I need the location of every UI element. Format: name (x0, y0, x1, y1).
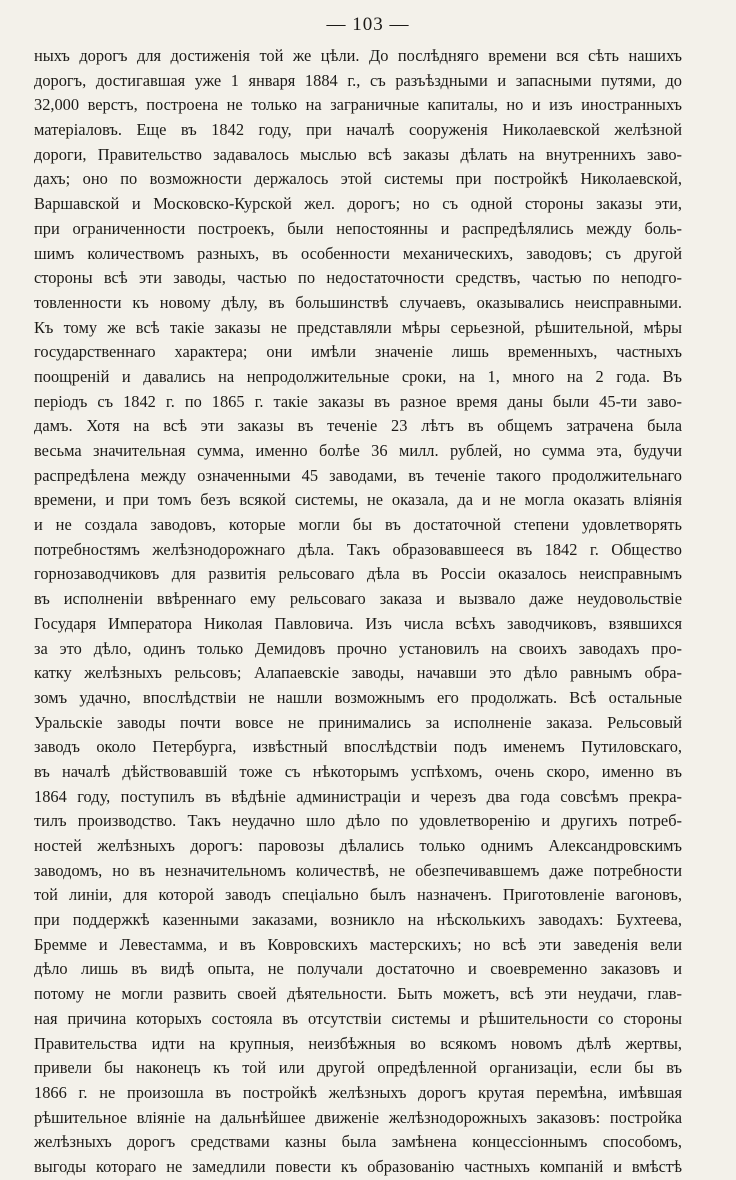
text-line: ностей желѣзныхъ дорогъ: паровозы дѣлались только однимъ Александровскимъ (34, 836, 682, 855)
text-line: весьма значительная сумма, именно болѣе 36 милл. рублей, но сумма эта, будучи (34, 441, 682, 460)
text-line: періодъ съ 1842 г. по 1865 г. такіе заказы въ разное время даны были 45-ти заво- (34, 391, 682, 411)
text-line: дорогъ, достигавшая уже 1 января 1884 г., съ разъѣздными и запасными путями, до (34, 70, 682, 90)
text-line: и не создала заводовъ, которые могли бы въ достаточной степени удовлетворять (34, 515, 682, 535)
text-line: Къ тому же всѣ такіе заказы не представляли мѣры серьезной, рѣшительной, мѣры (34, 317, 682, 337)
text-line: желѣзныхъ дорогъ средствами казны была замѣнена концессіоннымъ способомъ, (34, 1132, 682, 1152)
text-line: потребностямъ желѣзнодорожнаго дѣла. Такъ образовавшееся въ 1842 г. Общество (34, 539, 682, 559)
text-line: времени, и при томъ безъ всякой системы, не оказала, да и не могла оказать вліянія (34, 490, 682, 510)
text-line: 32,000 верстъ, построена не только на заграничные капиталы, но и изъ иностранныхъ (34, 95, 682, 115)
text-line: поощреній и давались на непродолжительные сроки, на 1, много на 2 года. Въ (34, 366, 682, 386)
text-line: шимъ количествомъ разныхъ, въ особенности механическихъ, заводовъ; съ другой (34, 243, 682, 263)
page-number: — 103 — (326, 14, 410, 35)
text-line: горнозаводчиковъ для развитія рельсоваго дѣла въ Россіи оказалось неисправнымъ (34, 564, 682, 584)
text-line: въ началѣ дѣйствовавшій тоже съ нѣкоторымъ успѣхомъ, очень скоро, именно въ (34, 761, 682, 781)
text-line: той линіи, для которой заводъ спеціально былъ назначенъ. Приготовленіе вагоновъ, (34, 885, 682, 905)
text-line: при поддержкѣ казенными заказами, возникло на нѣсколькихъ заводахъ: Бухтеева, (34, 910, 682, 930)
text-line: при ограниченности построекъ, были непостоянны и распредѣлялись между боль- (34, 218, 682, 238)
text-line: заводъ около Петербурга, извѣстный впослѣдствіи подъ именемъ Путиловскаго, (34, 737, 682, 757)
text-line: Государя Императора Николая Павловича. Изъ числа всѣхъ заводчиковъ, взявшихся (34, 613, 682, 633)
text-line: стороны всѣ эти заводы, частью по недостаточности средствъ, частью по неподго- (34, 268, 682, 288)
text-line: товленности къ новому дѣлу, въ большинствѣ случаевъ, оказывались неисправными. (34, 292, 682, 312)
text-line: за это дѣло, одинъ только Демидовъ прочно установилъ на своихъ заводахъ про- (34, 638, 682, 658)
text-line: дахъ; оно по возможности держалось этой системы при постройкѣ Николаевской, (34, 169, 682, 189)
text-line: распредѣлена между означенными 45 заводами, въ теченіе такого продолжительнаго (34, 465, 682, 485)
text-line: ныхъ дорогъ для достиженія той же цѣли. До послѣдняго времени вся сѣть нашихъ (34, 46, 682, 65)
text-line: рѣшительное вліяніе на дальнѣйшее движеніе желѣзнодорожныхъ заказовъ: постройка (34, 1107, 682, 1127)
text-line: Варшавской и Московско-Курской жел. дорогъ; но съ одной стороны заказы эти, (34, 194, 682, 214)
text-line: потому не могли развить своей дѣятельности. Быть можетъ, всѣ эти неудачи, глав- (34, 984, 682, 1004)
text-line: Уральскіе заводы почти вовсе не принимались за исполненіе заказа. Рельсовый (34, 712, 682, 732)
body-text (34, 44, 682, 1180)
text-line: дороги, Правительство задавалось мыслью всѣ заказы дѣлать на внутреннихъ заво- (34, 144, 682, 164)
text-line: выгоды котораго не замедлили повести къ образованію частныхъ компаній и вмѣстѣ (34, 1156, 682, 1176)
text-line: Бремме и Левестамма, и въ Ковровскихъ мастерскихъ; но всѣ эти заведенія вели (34, 934, 682, 954)
text-line: заводомъ, но въ незначительномъ количествѣ, не обезпечивавшемъ даже потребности (34, 860, 682, 880)
text-line: Правительства идти на крупныя, неизбѣжныя во всякомъ новомъ дѣлѣ жертвы, (34, 1033, 682, 1053)
text-line: дѣло лишь въ видѣ опыта, не получали достаточно и своевременно заказовъ и (34, 959, 682, 979)
text-line: катку желѣзныхъ рельсовъ; Алапаевскіе заводы, начавши это дѣло равнымъ обра- (34, 663, 682, 683)
text-line: зомъ удачно, впослѣдствіи не нашли возможнымъ его продолжать. Всѣ остальные (34, 687, 682, 707)
text-line: 1866 г. не произошла въ постройкѣ желѣзныхъ дорогъ крутая перемѣна, имѣвшая (34, 1082, 682, 1102)
text-line: 1864 году, поступилъ въ вѣдѣніе администраціи и черезъ два года совсѣмъ прекра- (34, 786, 682, 806)
text-line: государственнаго характера; они имѣли значеніе лишь временныхъ, частныхъ (34, 342, 682, 362)
text-line: въ исполненіи ввѣреннаго ему рельсоваго заказа и вызвало даже неудовольствіе (34, 589, 682, 609)
text-line: матеріаловъ. Еще въ 1842 году, при началѣ сооруженія Николаевской желѣзной (34, 120, 682, 140)
text-line: ная причина которыхъ состояла въ отсутствіи системы и рѣшительности со стороны (34, 1008, 682, 1028)
text-line: привели бы наконецъ къ той или другой опредѣленной организаціи, если бы въ (34, 1058, 682, 1078)
text-line: тилъ производство. Такъ неудачно шло дѣло по удовлетворенію и другихъ потреб- (34, 811, 682, 831)
text-line: дамъ. Хотя на всѣ эти заказы въ теченіе 23 лѣтъ въ общемъ затрачена была (34, 416, 682, 436)
